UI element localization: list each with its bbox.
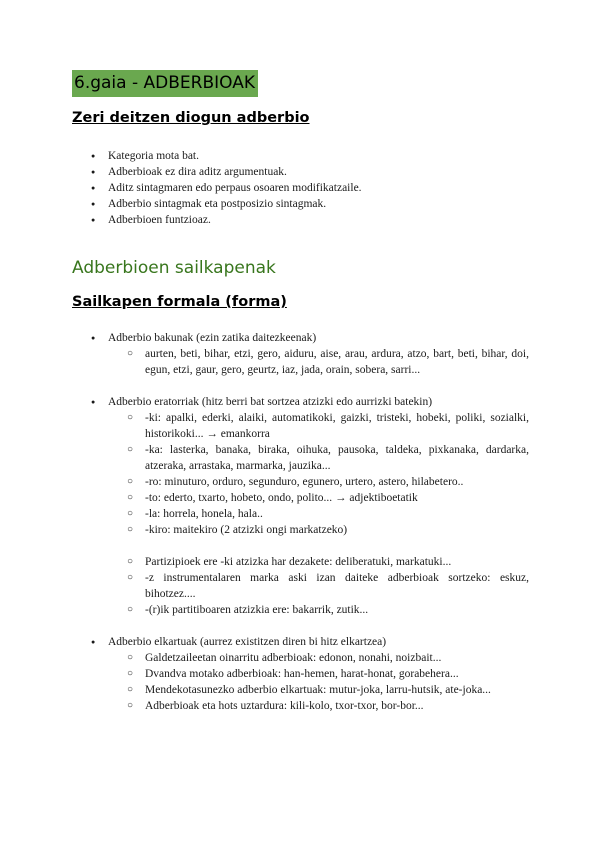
section-title: Adberbioen sailkapenak — [72, 258, 276, 278]
simple-sublist — [145, 346, 529, 378]
sublist-item: ○ Dvandva motako adberbioak: han-hemen, harat-honat, gorabehera... — [145, 666, 529, 682]
sublist-item: ○ Mendekotasunezko adberbio elkartuak: mutur-joka, larru-hutsik, ate-joka... — [145, 682, 529, 698]
page-title: 6.gaia - ADBERBIOAK — [72, 70, 258, 97]
sublist-item: ○ Galdetzaileetan oinarritu adberbioak: edonon, nonahi, noizbait... — [145, 650, 529, 666]
definition-heading: Zeri deitzen diogun adberbio — [72, 110, 310, 126]
simple-list — [108, 330, 528, 346]
definition-list — [108, 148, 528, 228]
compound-list — [108, 634, 528, 650]
list-item: ● Adberbio sintagmak eta postposizio sintagmak. — [108, 196, 528, 212]
list-item: ● Kategoria mota bat. — [108, 148, 528, 164]
formal-heading: Sailkapen formala (forma) — [72, 294, 287, 310]
title-wrap — [72, 70, 258, 97]
list-item-compound: ● Adberbio elkartuak (aurrez existitzen diren bi hitz elkartzea) — [108, 634, 528, 650]
list-item: ● Adberbioak ez dira aditz argumentuak. — [108, 164, 528, 180]
sublist-item: ○ -kiro: maitekiro (2 atzizki ongi markatzeko) — [145, 522, 529, 538]
list-item-simple: ● Adberbio bakunak (ezin zatika daitezkeenak) — [108, 330, 528, 346]
sublist-item: ○ -ka: lasterka, banaka, biraka, oihuka, pausoka, taldeka, pixkanaka, dardarka, atzeraka, arrastaka, marmarka, jauzika... — [145, 442, 529, 474]
list-item: ● Adberbioen funtzioaz. — [108, 212, 528, 228]
sublist-item: ○ Partizipioek ere -ki atzizka har dezakete: deliberatuki, markatuki... — [145, 554, 529, 570]
sublist-item: ○ -to: ederto, txarto, hobeto, ondo, polito... → adjektiboetatik — [145, 490, 529, 506]
derived-sublist-2 — [145, 554, 529, 618]
derived-sublist — [145, 410, 529, 538]
list-item-derived: ● Adberbio eratorriak (hitz berri bat sortzea atzizki edo aurrizki batekin) — [108, 394, 528, 410]
derived-list — [108, 394, 528, 410]
list-item: ● Aditz sintagmaren edo perpaus osoaren modifikatzaile. — [108, 180, 528, 196]
sublist-item: ○ Adberbioak eta hots uztardura: kili-kolo, txor-txor, bor-bor... — [145, 698, 529, 714]
sublist-item: ○ -(r)ik partitiboaren atzizkia ere: bakarrik, zutik... — [145, 602, 529, 618]
sublist-item: ○ -ki: apalki, ederki, alaiki, automatikoki, gaizki, tristeki, hobeki, poliki, sozialki, historikoki... → emankorra — [145, 410, 529, 442]
sublist-item: ○ aurten, beti, bihar, etzi, gero, aiduru, aise, arau, ardura, atzo, bart, beti, bihar, doi, egun, etzi, gaur, gero, geurtz, iaz, jada, orain, sobera, sarri... — [145, 346, 529, 378]
sublist-item: ○ -z instrumentalaren marka aski izan daiteke adberbioak sortzeko: eskuz, bihotzez.... — [145, 570, 529, 602]
compound-sublist — [145, 650, 529, 714]
sublist-item: ○ -ro: minuturo, orduro, segunduro, egunero, urtero, astero, hilabetero.. — [145, 474, 529, 490]
sublist-item: ○ -la: horrela, honela, hala.. — [145, 506, 529, 522]
